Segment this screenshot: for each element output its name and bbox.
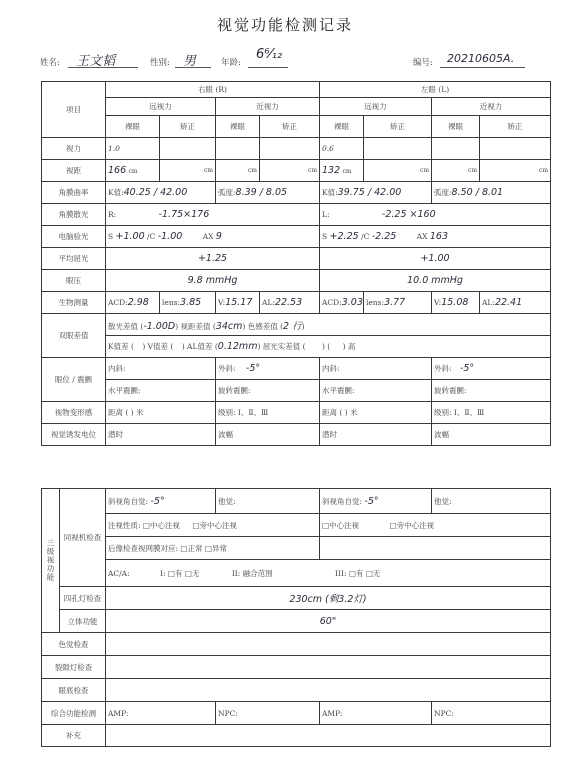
left-astig-value: -2.25 ×160 [381, 209, 436, 220]
left-distance-value: 132 [322, 165, 341, 176]
c-label: /C [361, 232, 370, 241]
col-naked: 裸眼 [106, 116, 160, 138]
left-outer-value: -5° [459, 363, 475, 374]
outer-label: 外斜: [218, 364, 236, 373]
level-field: 级别: Ⅰ、Ⅱ、Ⅲ [432, 402, 551, 424]
amplitude-field: 波幅 [432, 424, 551, 446]
row-label: 角膜散光 [42, 204, 106, 226]
binoc-text: ) ( [321, 342, 331, 351]
row-visual-acuity [42, 138, 551, 160]
stereo-value: 60" [319, 615, 337, 627]
right-s-value: +1.00 [115, 231, 145, 242]
binoc-text: 散光差值 ( [108, 321, 144, 331]
left-ax-value: 163 [429, 231, 448, 242]
left-acd-value: 3.03 [341, 297, 363, 308]
row-label: 视力 [42, 138, 106, 160]
acd-label: ACD: [322, 298, 342, 307]
row-label: 眼底检查 [42, 679, 106, 702]
record-table [41, 81, 551, 446]
aca-iii-field: III: □有 □无 [335, 568, 381, 578]
right-v-value: 15.17 [225, 297, 253, 308]
unit: cm [160, 160, 216, 182]
col-right-near: 近视力 [216, 98, 320, 116]
sub-obj-label: 斜视角自觉: [322, 496, 363, 506]
row-label: 视距 [42, 160, 106, 182]
row-label: 眼位 / 震颤 [42, 358, 106, 402]
row-syn-angle [42, 489, 551, 514]
right-ax-value: 9 [215, 231, 222, 242]
binoc-text: ) 色感差值 ( [242, 321, 284, 331]
right-c-value: -1.00 [157, 231, 183, 242]
l-prefix: L: [322, 210, 330, 219]
row-combined-function [42, 702, 551, 725]
col-right-far: 远视力 [106, 98, 216, 116]
acd-label: ACD: [108, 298, 128, 307]
header-row-eyes [42, 82, 551, 98]
right-va-value: 1.0 [106, 138, 160, 160]
rot-nys-label: 旋转震颤: [432, 380, 551, 402]
arc-label: 弧度: [218, 188, 236, 197]
right-outer-value: -5° [245, 363, 261, 374]
unit: cm [128, 168, 138, 175]
row-color-vision [42, 633, 551, 656]
aca-ii-field: II: 融合范围 [231, 568, 273, 578]
row-label: 色觉检查 [42, 633, 106, 656]
k-label: K值: [108, 188, 124, 197]
col-naked: 裸眼 [432, 116, 480, 138]
row-stereo [42, 610, 551, 633]
row-label: 综合功能检测 [42, 702, 106, 725]
amp-label: AMP: [322, 708, 343, 718]
al-diff-value: 0.12mm [217, 341, 258, 352]
npc-label: NPC: [218, 708, 238, 718]
col-left-eye: 左眼 (L) [320, 82, 551, 98]
row-syn-afterimage [42, 537, 551, 560]
number-label: 编号: [413, 58, 433, 68]
unit: cm [342, 168, 352, 175]
header-row-naked-corrected [42, 116, 551, 138]
left-avg-value: +1.00 [420, 253, 450, 264]
unit: cm [216, 160, 260, 182]
al-label: AL: [262, 298, 275, 307]
col-naked: 裸眼 [320, 116, 364, 138]
distance-field: 距离 ( ) 米 [320, 402, 432, 424]
h-nys-label: 水平震颤: [106, 380, 216, 402]
ax-label: AX [416, 232, 428, 241]
row-label: 裂隙灯检查 [42, 656, 106, 679]
right-astig-value: -1.75×176 [158, 209, 210, 220]
outer-label: 外斜: [434, 364, 452, 373]
number-value: 20210605A. [447, 52, 515, 65]
astig-diff-value: -1.00D [143, 320, 176, 332]
right-arc-value: 8.39 / 8.05 [235, 187, 288, 198]
left-arc-value: 8.50 / 8.01 [451, 187, 504, 198]
c-label: /C [147, 232, 156, 241]
name-value: 王文韬 [76, 54, 116, 69]
right-k-value: 40.25 / 42.00 [123, 187, 188, 198]
k-label: K值: [322, 188, 338, 197]
binoc-text: ) [301, 321, 305, 331]
row-fundus [42, 679, 551, 702]
age-label: 年龄: [221, 58, 241, 68]
header-row-far-near [42, 98, 551, 116]
sex-underline [175, 66, 211, 68]
latency-field: 潜时 [320, 424, 432, 446]
other-label: 他觉: [432, 489, 551, 514]
row-label: 生物测量 [42, 292, 106, 314]
amplitude-field: 波幅 [216, 424, 320, 446]
row-syn-fixation [42, 514, 551, 537]
right-subj-value: -5° [150, 495, 165, 507]
col-right-eye: 右眼 (R) [106, 82, 320, 98]
right-iop-value: 9.8 mmHg [187, 275, 238, 286]
right-lens-value: 3.85 [180, 297, 202, 308]
al-label: AL: [482, 298, 495, 307]
distance-field: 距离 ( ) 米 [106, 402, 216, 424]
left-subj-value: -5° [364, 495, 379, 507]
row-slit-lamp [42, 656, 551, 679]
eccentric-checkbox[interactable]: □旁中心注视 [192, 520, 237, 530]
right-avg-value: +1.25 [197, 253, 228, 264]
left-k-value: 39.75 / 42.00 [337, 187, 402, 198]
other-label: 他觉: [216, 489, 320, 514]
row-binocular-diff-2 [42, 336, 551, 358]
row-average-refraction [42, 248, 551, 270]
row-label: 同视机检查 [60, 489, 106, 587]
binoc-text: K值差 ( [108, 342, 134, 351]
col-corrected: 矫正 [160, 116, 216, 138]
row-label: 眼压 [42, 270, 106, 292]
row-label: 角膜曲率 [42, 182, 106, 204]
col-naked: 裸眼 [216, 116, 260, 138]
row-syn-aca [42, 560, 551, 587]
sub-obj-label: 斜视角自觉: [108, 496, 149, 506]
name-label: 姓名: [40, 58, 60, 68]
row-label: 平均屈光 [42, 248, 106, 270]
unit: cm [364, 160, 432, 182]
amp-label: AMP: [108, 708, 129, 718]
binoc-text: ) AL值差 ( [181, 342, 218, 351]
four-dot-value: 230cm (剩3.2灯) [289, 594, 367, 605]
row-vep [42, 424, 551, 446]
row-distance [42, 160, 551, 182]
arc-label: 弧度: [434, 188, 452, 197]
v-label: V: [218, 298, 226, 307]
left-s-value: +2.25 [329, 231, 359, 242]
row-biometry [42, 292, 551, 314]
binoc-text: ) 视距差值 ( [175, 321, 216, 331]
sex-label: 性别: [150, 58, 170, 68]
col-corrected: 矫正 [260, 116, 320, 138]
color-diff-value: 2 行 [283, 320, 302, 332]
row-four-dot [42, 587, 551, 610]
v-label: V: [434, 298, 442, 307]
s-label: S [108, 232, 114, 241]
record-table-lower [41, 488, 551, 747]
left-al-value: 22.41 [494, 297, 523, 308]
right-distance-value: 166 [108, 165, 127, 176]
age-value: 6⁶⁄₁₂ [256, 47, 283, 62]
left-lens-value: 3.77 [384, 297, 406, 308]
binoc-text: ) 屈光实差值 ( [257, 342, 306, 351]
row-eye-position-2 [42, 380, 551, 402]
unit: cm [480, 160, 551, 182]
afterimage-field: 后像检查视网膜对应: □正常 □异常 [106, 537, 320, 560]
lens-label: lens: [162, 298, 181, 307]
rot-nys-label: 旋转震颤: [216, 380, 320, 402]
row-keratometry [42, 182, 551, 204]
left-v-value: 15.08 [441, 297, 469, 308]
fix-label: 注视性质: [108, 520, 141, 530]
eccentric-checkbox[interactable]: □旁中心注视 [389, 520, 435, 530]
inner-label: 内斜: [320, 358, 432, 380]
age-underline [248, 66, 288, 68]
distance-diff-value: 34cm [215, 320, 243, 332]
right-acd-value: 2.98 [127, 297, 149, 308]
row-supplement [42, 725, 551, 747]
right-al-value: 22.53 [274, 297, 303, 308]
central-checkbox[interactable]: □中心注视 [142, 520, 181, 530]
aca-label: AC/A: [108, 568, 130, 578]
left-c-value: -2.25 [371, 231, 397, 242]
row-label: 补充 [42, 725, 106, 747]
row-label: 视物变形感 [42, 402, 106, 424]
latency-field: 潜时 [106, 424, 216, 446]
npc-label: NPC: [434, 708, 454, 718]
row-label: 电脑验光 [42, 226, 106, 248]
row-label: 四孔灯检查 [60, 587, 106, 610]
inner-label: 内斜: [106, 358, 216, 380]
row-binocular-diff-1 [42, 314, 551, 336]
col-item: 项目 [42, 82, 106, 138]
lens-label: lens: [366, 298, 385, 307]
s-label: S [322, 232, 328, 241]
h-nys-label: 水平震颤: [320, 380, 432, 402]
col-left-near: 近视力 [432, 98, 551, 116]
binoc-text: ) 高 [342, 342, 356, 351]
row-autorefraction [42, 226, 551, 248]
ax-label: AX [202, 232, 214, 241]
row-distortion [42, 402, 551, 424]
row-label: 双眼差值 [42, 314, 106, 358]
col-corrected: 矫正 [364, 116, 432, 138]
row-iop [42, 270, 551, 292]
col-left-far: 远视力 [320, 98, 432, 116]
col-corrected: 矫正 [480, 116, 551, 138]
name-underline [68, 66, 138, 68]
number-underline [440, 66, 525, 68]
row-label: 视觉诱发电位 [42, 424, 106, 446]
three-level-label: 三级视功能 [42, 489, 60, 633]
row-eye-position-1 [42, 358, 551, 380]
unit: cm [432, 160, 480, 182]
sex-value: 男 [183, 54, 197, 69]
binoc-text: ) V值差 ( [142, 342, 174, 351]
central-checkbox[interactable]: □中心注视 [322, 520, 360, 530]
r-prefix: R: [108, 210, 117, 219]
unit: cm [260, 160, 320, 182]
row-label: 立体功能 [60, 610, 106, 633]
left-iop-value: 10.0 mmHg [407, 275, 463, 286]
page-title: 视觉功能检测记录 [216, 16, 353, 34]
aca-i-field: I: □有 □无 [160, 568, 200, 578]
level-field: 级别: Ⅰ、Ⅱ、Ⅲ [216, 402, 320, 424]
row-corneal-astigmatism [42, 204, 551, 226]
left-va-value: 0.6 [320, 138, 364, 160]
